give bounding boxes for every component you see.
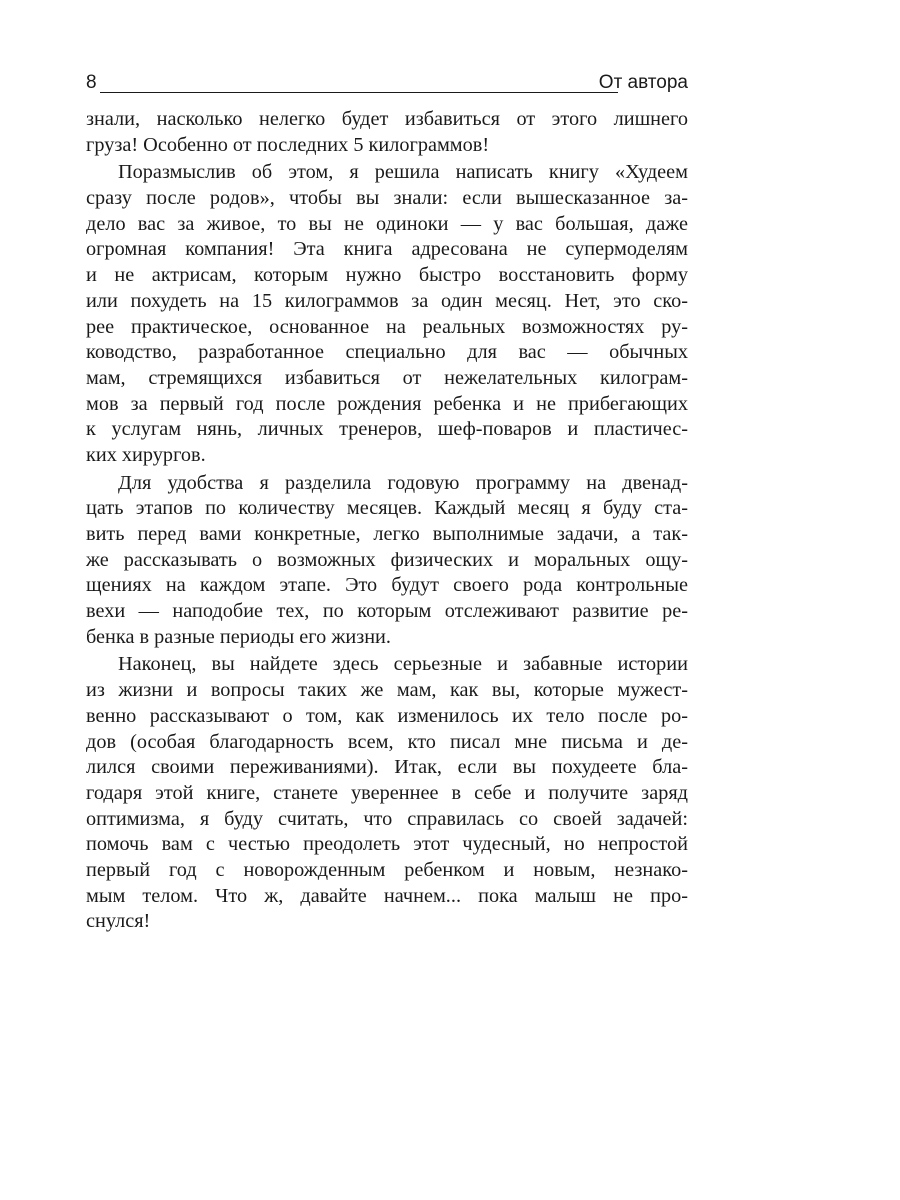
text-line: рее практическое, основанное на реальных возможностях ру- xyxy=(86,315,688,338)
text-line: Для удобства я разделила годовую программу на двенад- xyxy=(118,471,688,494)
text-line: ких хирургов. xyxy=(86,443,206,466)
text-line: вить перед вами конкретные, легко выполнимые задачи, а так- xyxy=(86,523,688,545)
text-line: к услугам нянь, личных тренеров, шеф-поваров и пластичес- xyxy=(86,418,688,441)
paragraph xyxy=(86,471,688,651)
page-header xyxy=(86,72,688,94)
text-line: цать этапов по количеству месяцев. Каждый месяц я буду ста- xyxy=(86,497,688,520)
text-line: помочь вам с честью преодолеть этот чудесный, но непростой xyxy=(86,833,688,856)
text-line: бенка в разные периоды его жизни. xyxy=(86,625,391,648)
text-line: Поразмыслив об этом, я решила написать книгу «Худеем xyxy=(118,161,688,184)
paragraph xyxy=(86,652,688,935)
text-line: вехи — наподобие тех, по которым отслеживают развитие ре- xyxy=(86,600,688,623)
text-line: знали, насколько нелегко будет избавиться от этого лишнего xyxy=(86,108,688,130)
text-line: дело вас за живое, то вы не одиноки — у вас большая, даже xyxy=(86,212,688,235)
text-line: венно рассказывают о том, как изменилось их тело после ро- xyxy=(86,704,688,727)
text-line: сразу после родов», чтобы вы знали: если вышесказанное за- xyxy=(86,187,688,210)
paragraph xyxy=(86,107,688,158)
text-line: Наконец, вы найдете здесь серьезные и забавные истории xyxy=(118,653,688,676)
text-line: же рассказывать о возможных физических и моральных ощу- xyxy=(86,548,688,571)
text-line: груза! Особенно от последних 5 килограммов! xyxy=(86,133,490,156)
page-number: 8 xyxy=(86,72,97,93)
text-line: снулся! xyxy=(86,910,151,933)
text-line: ководство, разработанное специально для вас — обычных xyxy=(86,341,688,364)
header-rule xyxy=(100,92,618,93)
text-line: лился своими переживаниями). Итак, если вы похудеете бла- xyxy=(86,756,688,779)
text-line: мов за первый год после рождения ребенка и не прибегающих xyxy=(86,392,688,415)
text-line: мым телом. Что ж, давайте начнем... пока малыш не про- xyxy=(86,884,688,907)
text-line: первый год с новорожденным ребенком и новым, незнако- xyxy=(86,858,688,881)
text-line: годаря этой книге, станете увереннее в себе и получите заряд xyxy=(86,781,688,804)
running-head: От автора xyxy=(598,72,688,93)
text-body xyxy=(86,107,688,937)
text-line: из жизни и вопросы таких же мам, как вы, которые мужест- xyxy=(86,679,688,702)
text-line: и не актрисам, которым нужно быстро восстановить форму xyxy=(86,264,688,287)
text-line: щениях на каждом этапе. Это будут своего рода контрольные xyxy=(86,574,688,597)
text-line: мам, стремящихся избавиться от нежелательных килограм- xyxy=(86,366,688,389)
paragraph xyxy=(86,160,688,468)
text-line: дов (особая благодарность всем, кто писал мне письма и де- xyxy=(86,730,688,753)
text-line: или похудеть на 15 килограммов за один месяц. Нет, это ско- xyxy=(86,289,688,312)
text-line: оптимизма, я буду считать, что справилась со своей задачей: xyxy=(86,807,688,830)
text-line: огромная компания! Эта книга адресована не супермоделям xyxy=(86,238,688,261)
